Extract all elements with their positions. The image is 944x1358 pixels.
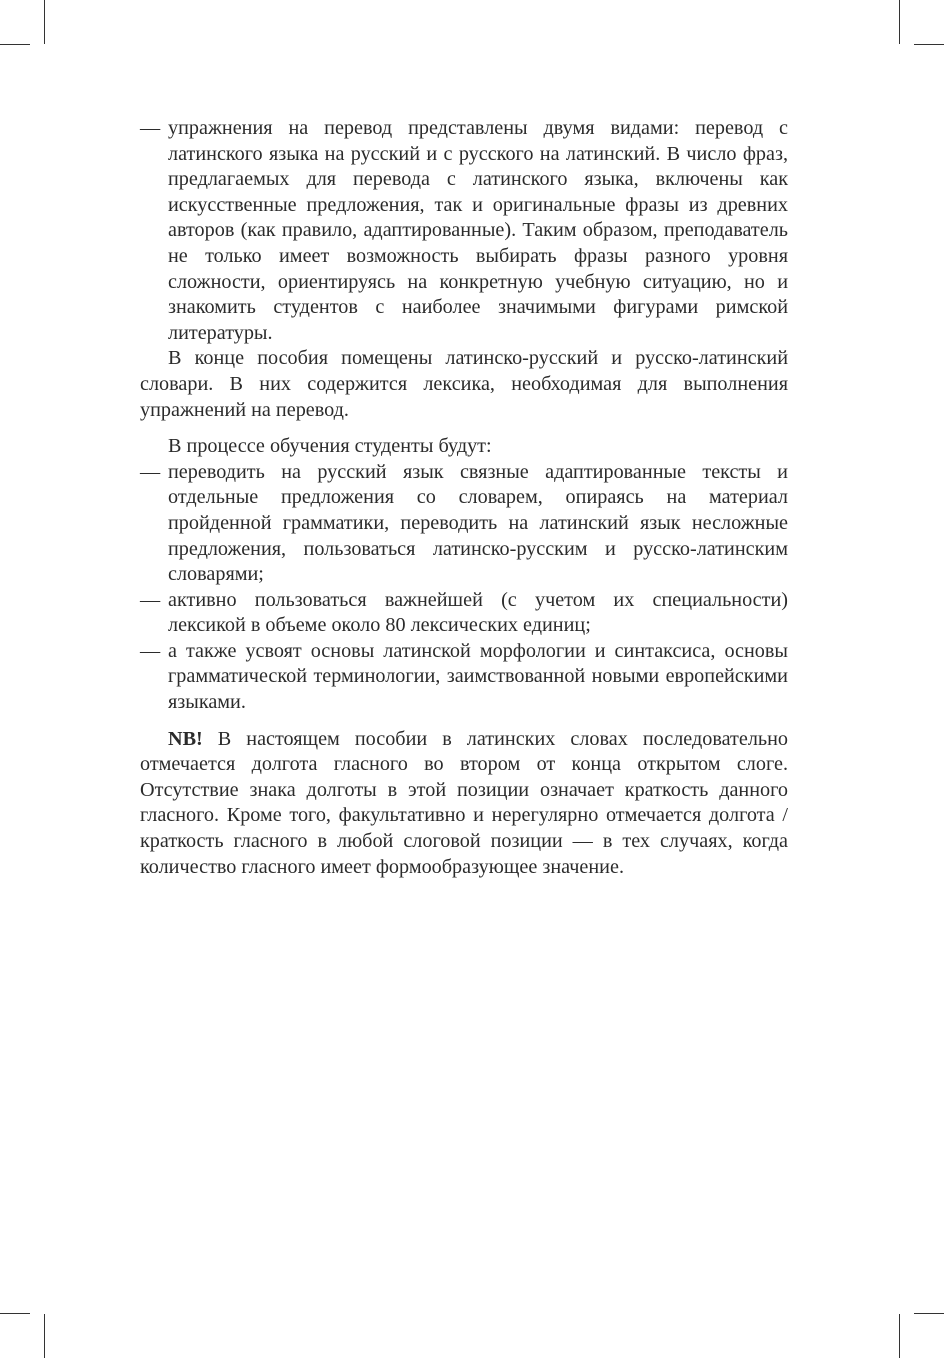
crop-mark-top-left-horizontal	[0, 44, 30, 45]
paragraph-gap	[140, 423, 788, 434]
list-dash: —	[140, 117, 161, 139]
list-dash: —	[140, 639, 161, 662]
crop-mark-bottom-right-vertical	[899, 1314, 900, 1358]
paragraph-dictionaries: В конце пособия помещены латинско-русский и русско-латинский словари. В них содержится лексика, необходимая для выполнения упражнений на перевод.	[140, 347, 788, 421]
list-item-text: упражнения на перевод представлены двумя видами: перевод с латинского языка на русский и с русского на латинский. В число фраз, предлагаемых для перевода с латинского языка, включены как искусственные предложения, так и оригинальные фразы из древних авторов (как правило, адаптированные). Таким образом, преподаватель не только имеет возможность выбирать фразы разного уровня сложности, ориентируясь на конкретную учебную ситуацию, но и знакомить студентов с наиболее значимыми фигурами римской литературы.	[168, 117, 788, 344]
list-item-translation	[140, 116, 788, 346]
nb-text: В настоящем пособии в латинских словах последовательно отмечается долгота гласного во втором от конца открытом слоге. Отсутствие знака долготы в этой позиции означает краткость данного гласного. Кроме того, факультативно и нерегулярно отмечается долгота / краткость гласного в любой слоговой позиции — в тех случаях, когда количество гласного имеет формообразующее значение.	[140, 727, 788, 878]
paragraph-nb	[140, 727, 788, 881]
list-dash: —	[140, 460, 161, 483]
crop-mark-top-left-vertical	[44, 0, 45, 44]
list-item-outcome	[140, 460, 788, 588]
crop-mark-top-right-vertical	[899, 0, 900, 44]
crop-mark-top-right-horizontal	[914, 44, 944, 45]
list-item-text: переводить на русский язык связные адаптированные тексты и отдельные предложения со словарем, опираясь на материал пройденной грамматики, переводить на латинский язык несложные предложения, пользоваться латинско-русским и русско-латинским словарями;	[168, 460, 788, 586]
list-item-outcome	[140, 639, 788, 716]
paragraph-process: В процессе обучения студенты будут:	[168, 435, 492, 458]
list-item-outcome	[140, 588, 788, 639]
crop-mark-bottom-right-horizontal	[914, 1313, 944, 1314]
nb-label: NB!	[168, 727, 203, 750]
list-dash: —	[140, 588, 161, 611]
crop-mark-bottom-left-horizontal	[0, 1313, 30, 1314]
list-item-text: а также усвоят основы латинской морфологии и синтаксиса, основы грамматической терминологии, заимствованной новыми европейскими языками.	[168, 639, 788, 714]
crop-mark-bottom-left-vertical	[44, 1314, 45, 1358]
list-item-text: активно пользоваться важнейшей (с учетом их специальности) лексикой в объеме около 80 лексических единиц;	[168, 588, 788, 637]
page-body	[140, 116, 788, 880]
paragraph-gap	[140, 716, 788, 727]
